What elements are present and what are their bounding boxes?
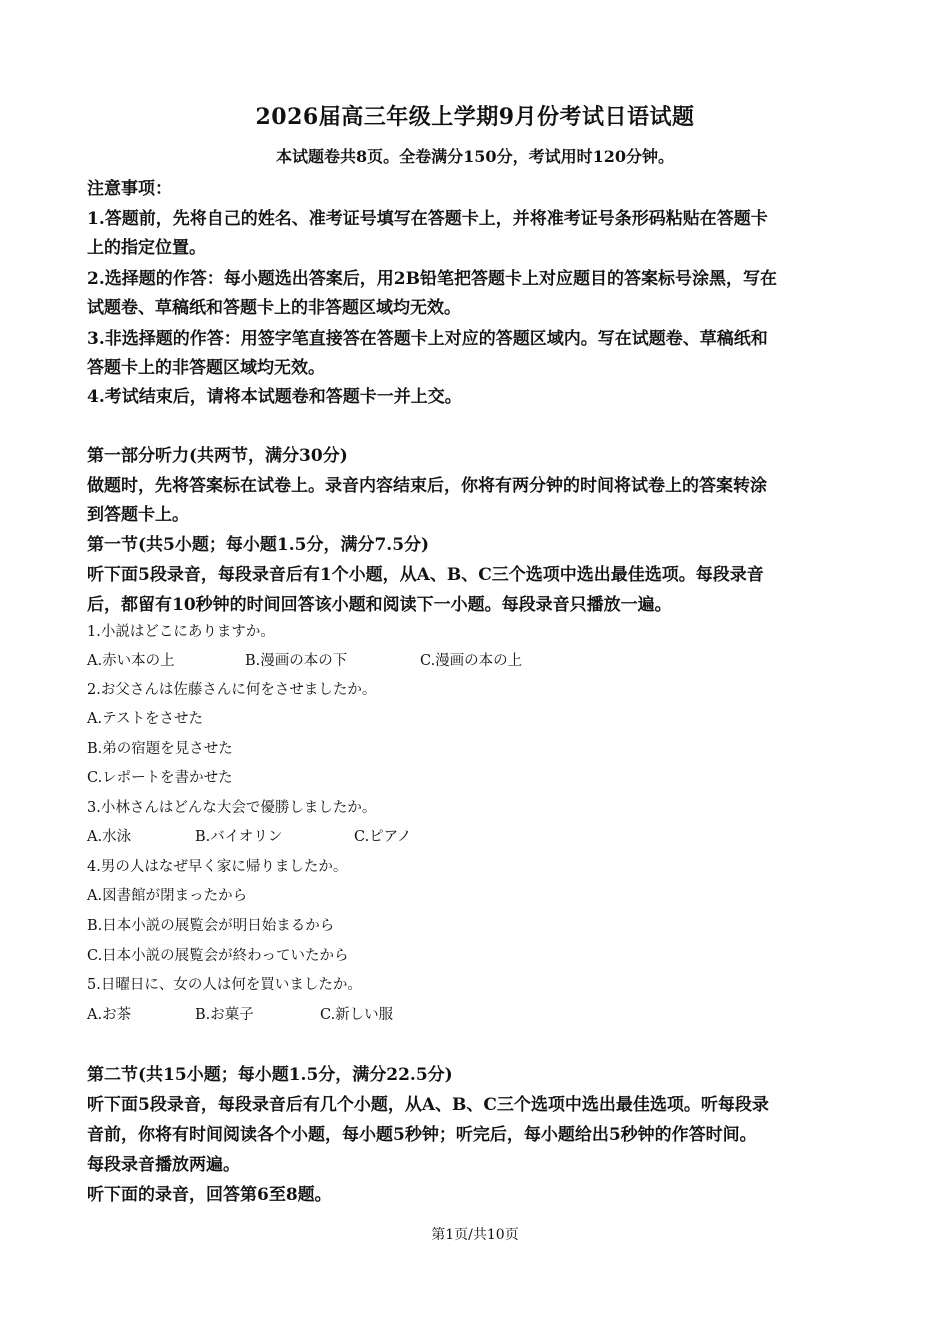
section2-instruction: 听下面的录音，回答第6至8题。 (87, 1185, 332, 1205)
notice-line: 2.选择题的作答：每小题选出答案后，用2B铅笔把答题卡上对应题目的答案标号涂黑，写在 (87, 269, 777, 289)
option-c: C.新しい服 (320, 1007, 394, 1023)
option-a: A.お茶 (87, 1007, 132, 1023)
page-title: 2026届高三年级上学期9月份考试日语试题 (255, 104, 695, 130)
section1-heading: 第一节(共5小题；每小题1.5分，满分7.5分) (87, 535, 430, 555)
part1-heading: 第一部分听力(共两节，满分30分) (87, 446, 348, 466)
notice-line: 试题卷、草稿纸和答题卡上的非答题区域均无效。 (87, 298, 461, 318)
option-b: B.弟の宿題を見させた (87, 741, 233, 757)
option-b: B.お菓子 (195, 1007, 254, 1023)
notice-line: 3.非选择题的作答：用签字笔直接答在答题卡上对应的答题区域内。写在试题卷、草稿纸和 (87, 329, 768, 349)
section2-instruction: 音前，你将有时间阅读各个小题，每小题5秒钟；听完后，每小题给出5秒钟的作答时间。 (87, 1125, 757, 1145)
option-a: A.水泳 (87, 829, 132, 845)
notice-line: 答题卡上的非答题区域均无效。 (87, 358, 325, 378)
page-number: 第1页/共10页 (431, 1227, 519, 1243)
question-2: 2.お父さんは佐藤さんに何をさせましたか。 (87, 682, 377, 698)
section1-instruction: 听下面5段录音，每段录音后有1个小题，从A、B、C三个选项中选出最佳选项。每段录音 (87, 565, 764, 585)
option-a: A.図書館が閉まったから (87, 888, 248, 904)
notice-line: 4.考试结束后，请将本试题卷和答题卡一并上交。 (87, 387, 462, 407)
option-c: C.ピアノ (354, 829, 412, 845)
exam-info: 本试题卷共8页。全卷满分150分，考试用时120分钟。 (276, 147, 674, 166)
notice-line: 上的指定位置。 (87, 238, 206, 258)
option-c: C.日本小説の展覧会が終わっていたから (87, 948, 349, 964)
option-a: A.テストをさせた (87, 711, 203, 727)
question-4: 4.男の人はなぜ早く家に帰りましたか。 (87, 859, 348, 875)
question-5: 5.日曜日に、女の人は何を買いましたか。 (87, 977, 362, 993)
question-1: 1.小説はどこにありますか。 (87, 624, 275, 640)
option-b: B.漫画の本の下 (245, 653, 348, 669)
question-3: 3.小林さんはどんな大会で優勝しましたか。 (87, 800, 377, 816)
notice-heading: 注意事项： (87, 179, 172, 199)
option-b: B.バイオリン (195, 829, 283, 845)
option-c: C.漫画の本の上 (420, 653, 523, 669)
section2-instruction: 每段录音播放两遍。 (87, 1155, 240, 1175)
notice-line: 1.答题前，先将自己的姓名、准考证号填写在答题卡上，并将准考证号条形码粘贴在答题卡 (87, 209, 768, 229)
section2-heading: 第二节(共15小题；每小题1.5分，满分22.5分) (87, 1065, 453, 1085)
section1-instruction: 后，都留有10秒钟的时间回答该小题和阅读下一小题。每段录音只播放一遍。 (87, 595, 672, 615)
option-c: C.レポートを書かせた (87, 770, 233, 786)
section2-instruction: 听下面5段录音，每段录音后有几个小题，从A、B、C三个选项中选出最佳选项。听每段录 (87, 1095, 769, 1115)
part1-instruction: 做题时，先将答案标在试卷上。录音内容结束后，你将有两分钟的时间将试卷上的答案转涂 (87, 476, 767, 496)
option-b: B.日本小説の展覧会が明日始まるから (87, 918, 335, 934)
part1-instruction: 到答题卡上。 (87, 505, 189, 525)
option-a: A.赤い本の上 (87, 653, 175, 669)
